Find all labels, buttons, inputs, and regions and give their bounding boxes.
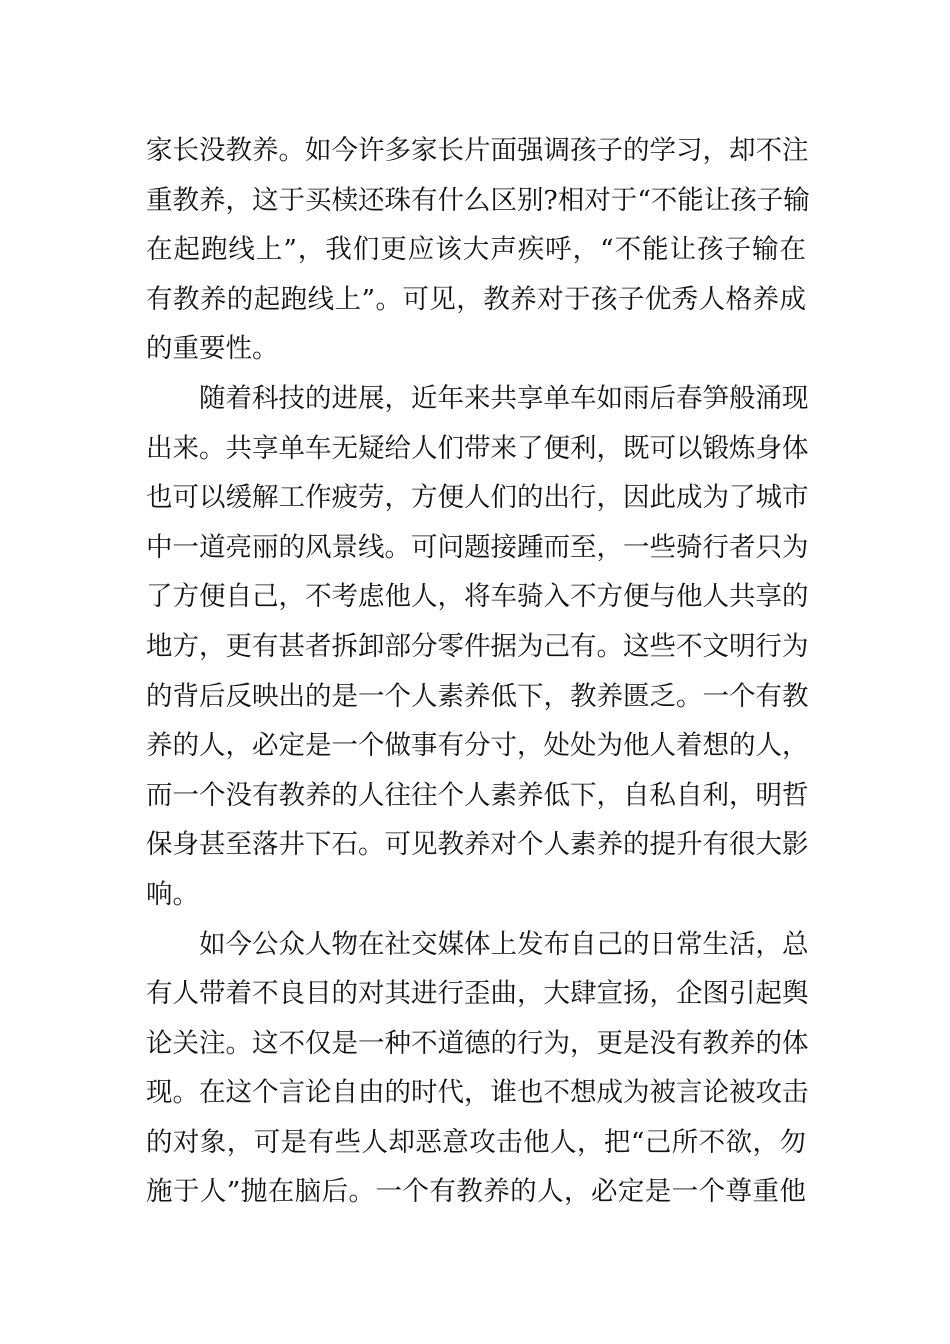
- paragraph-first-line: 随着科技的进展，近年来共享单车如雨后春笋般涌现: [199, 382, 809, 414]
- text-line: 也可以缓解工作疲劳，方便人们的出行，因此成为了城市: [146, 482, 809, 514]
- text-line: 养的人，必定是一个做事有分寸，处处为他人着想的人，: [146, 730, 809, 762]
- text-line: 保身甚至落井下石。可见教养对个人素养的提升有很大影: [146, 829, 809, 861]
- text-line: 的重要性。: [146, 333, 279, 365]
- text-line: 中一道亮丽的风景线。可问题接踵而至，一些骑行者只为: [146, 531, 809, 563]
- text-line: 有人带着不良目的对其进行歪曲，大肆宣扬，企图引起舆: [146, 978, 809, 1010]
- paragraph-first-line: 如今公众人物在社交媒体上发布自己的日常生活，总: [199, 928, 809, 960]
- text-line: 在起跑线上”，我们更应该大声疾呼，“不能让孩子输在: [146, 234, 806, 266]
- document-body: [146, 126, 810, 1217]
- text-line: 的对象，可是有些人却恶意攻击他人，把“己所不欲，勿: [146, 1126, 806, 1158]
- text-line: 的背后反映出的是一个人素养低下，教养匮乏。一个有教: [146, 680, 809, 712]
- text-line: 有教养的起跑线上”。可见，教养对于孩子优秀人格养成: [146, 283, 806, 315]
- text-line: 出来。共享单车无疑给人们带来了便利，既可以锻炼身体: [146, 432, 809, 464]
- text-line: 而一个没有教养的人往往个人素养低下，自私自利，明哲: [146, 779, 809, 811]
- text-line: 重教养，这于买椟还珠有什么区别?相对于“不能让孩子输: [146, 184, 810, 216]
- text-line: 施于人”抛在脑后。一个有教养的人，必定是一个尊重他: [146, 1176, 806, 1208]
- text-line: 家长没教养。如今许多家长片面强调孩子的学习，却不注: [146, 135, 809, 166]
- text-line: 现。在这个言论自由的时代，谁也不想成为被言论被攻击: [146, 1077, 809, 1109]
- text-line: 地方，更有甚者拆卸部分零件据为己有。这些不文明行为: [146, 630, 809, 662]
- text-line: 响。: [146, 878, 199, 910]
- text-line: 了方便自己，不考虑他人，将车骑入不方便与他人共享的: [146, 581, 809, 613]
- text-line: 论关注。这不仅是一种不道德的行为，更是没有教养的体: [146, 1027, 809, 1059]
